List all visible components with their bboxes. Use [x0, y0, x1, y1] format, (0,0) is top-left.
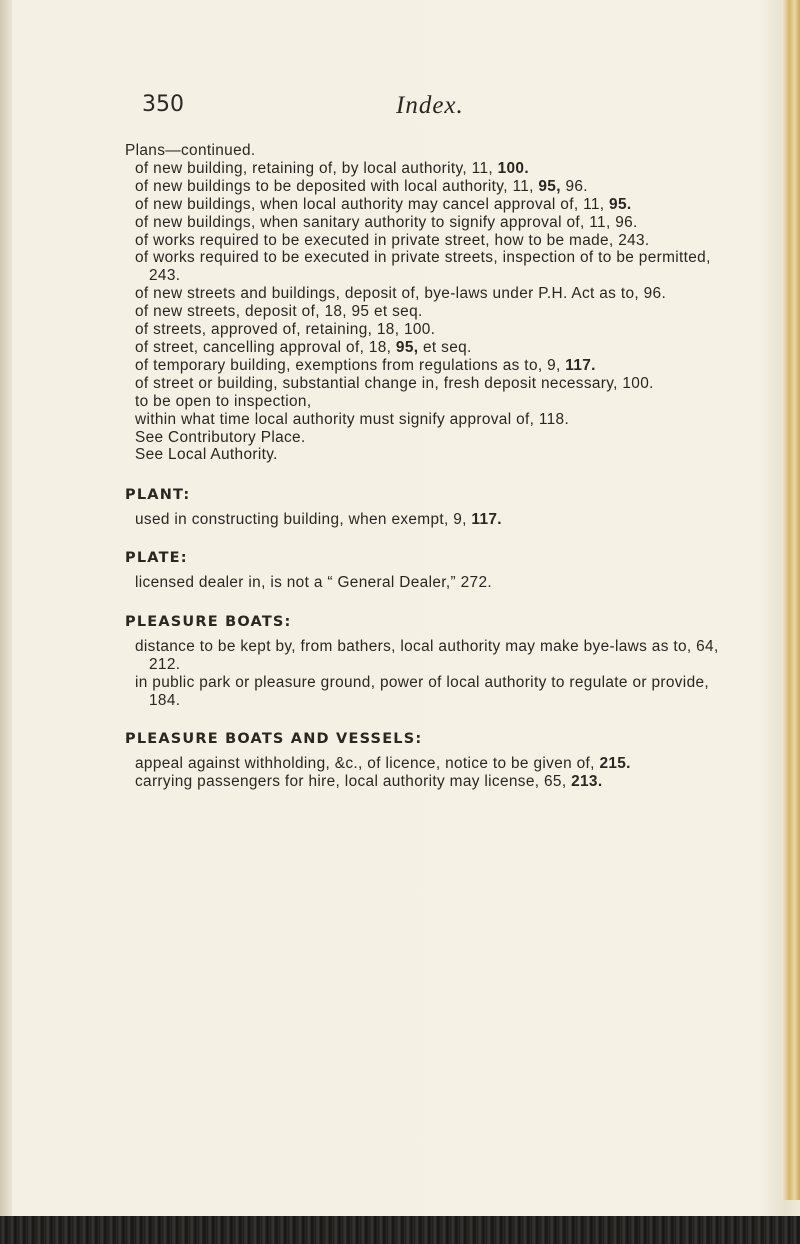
entry-text: 96.	[560, 177, 588, 195]
index-entry	[125, 375, 725, 393]
index-entry	[125, 755, 725, 773]
scan-bottom-band	[0, 1216, 800, 1244]
index-entry	[125, 178, 725, 196]
entry-bold-page-ref: 95,	[538, 177, 561, 195]
entry-text: distance to be kept by, from bathers, local authority may make bye-laws as to, 64, 212.	[135, 637, 719, 673]
entry-text: of new building, retaining of, by local authority, 11,	[135, 159, 498, 177]
entry-text: in public park or pleasure ground, power of local authority to regulate or provide, 184.	[135, 673, 710, 709]
entry-bold-page-ref: 95.	[609, 195, 632, 213]
index-entry	[125, 357, 725, 375]
index-entry	[125, 303, 725, 321]
page-header	[120, 92, 680, 132]
plant-entries	[125, 511, 725, 529]
index-entry	[125, 232, 725, 250]
index-entry	[125, 339, 725, 357]
entry-text: of street or building, substantial change in, fresh deposit necessary, 100.	[135, 374, 654, 392]
index-entry	[125, 321, 725, 339]
heading-plate: PLATE:	[125, 550, 188, 567]
page-gilt-edge	[782, 0, 800, 1200]
index-entry	[125, 249, 725, 285]
entry-text: carrying passengers for hire, local authority may license, 65,	[135, 773, 572, 791]
plate-entries	[125, 574, 725, 592]
entry-text: of new streets and buildings, deposit of, bye-laws under P.H. Act as to, 96.	[135, 285, 667, 303]
index-entry	[125, 773, 725, 791]
heading-pleasure-boats: PLEASURE BOATS:	[125, 613, 292, 630]
index-entry	[125, 674, 725, 710]
page-binding-edge	[0, 0, 12, 1244]
index-entry	[125, 196, 725, 214]
entry-bold-page-ref: 215.	[599, 755, 631, 773]
entry-text: of works required to be executed in private streets, inspection of to be permitted, 243.	[135, 249, 711, 285]
entry-text: of new streets, deposit of, 18, 95 et seq.	[135, 303, 423, 321]
index-entry	[125, 446, 725, 464]
entry-text: of works required to be executed in private street, how to be made, 243.	[135, 231, 650, 249]
index-entry	[125, 393, 725, 411]
index-entry	[125, 429, 725, 447]
entry-text: et seq.	[418, 338, 472, 356]
page-number: 350	[142, 92, 184, 117]
pleasure-boats-vessels-entries	[125, 755, 725, 791]
entry-text: See Contributory Place.	[135, 428, 306, 446]
entry-bold-page-ref: 117.	[565, 356, 596, 374]
entry-text: appeal against withholding, &c., of licence, notice to be given of,	[135, 755, 600, 773]
entry-text: of streets, approved of, retaining, 18, 100.	[135, 321, 436, 339]
index-entry	[125, 160, 725, 178]
index-entry	[125, 511, 725, 529]
index-entry	[125, 411, 725, 429]
entry-text: of street, cancelling approval of, 18,	[135, 338, 396, 356]
entry-text: of temporary building, exemptions from regulations as to, 9,	[135, 356, 566, 374]
entry-text: within what time local authority must signify approval of, 118.	[135, 410, 570, 428]
heading-plant: PLANT:	[125, 487, 191, 504]
entry-text: of new buildings to be deposited with local authority, 11,	[135, 177, 539, 195]
entry-text: See Local Authority.	[135, 446, 278, 464]
heading-pleasure-boats-vessels: PLEASURE BOATS AND VESSELS:	[125, 731, 423, 748]
entry-text: licensed dealer in, is not a “ General Dealer,” 272.	[135, 574, 492, 592]
entry-text: used in constructing building, when exempt, 9,	[135, 511, 472, 529]
section-continued-label: Plans—continued.	[125, 142, 256, 159]
index-entry	[125, 574, 725, 592]
entry-bold-page-ref: 95,	[395, 338, 419, 356]
page-title: Index.	[396, 92, 464, 119]
index-content	[125, 142, 725, 791]
plans-entries	[125, 160, 725, 464]
entry-bold-page-ref: 100.	[497, 159, 529, 177]
pleasure-boats-entries	[125, 638, 725, 710]
index-entry	[125, 638, 725, 674]
entry-text: to be open to inspection,	[135, 392, 312, 410]
index-entry	[125, 214, 725, 232]
entry-bold-page-ref: 117.	[471, 511, 502, 529]
entry-text: of new buildings, when local authority may cancel approval of, 11,	[135, 195, 610, 213]
entry-text: of new buildings, when sanitary authority to signify approval of, 11, 96.	[135, 213, 638, 231]
index-entry	[125, 285, 725, 303]
entry-bold-page-ref: 213.	[571, 773, 603, 791]
